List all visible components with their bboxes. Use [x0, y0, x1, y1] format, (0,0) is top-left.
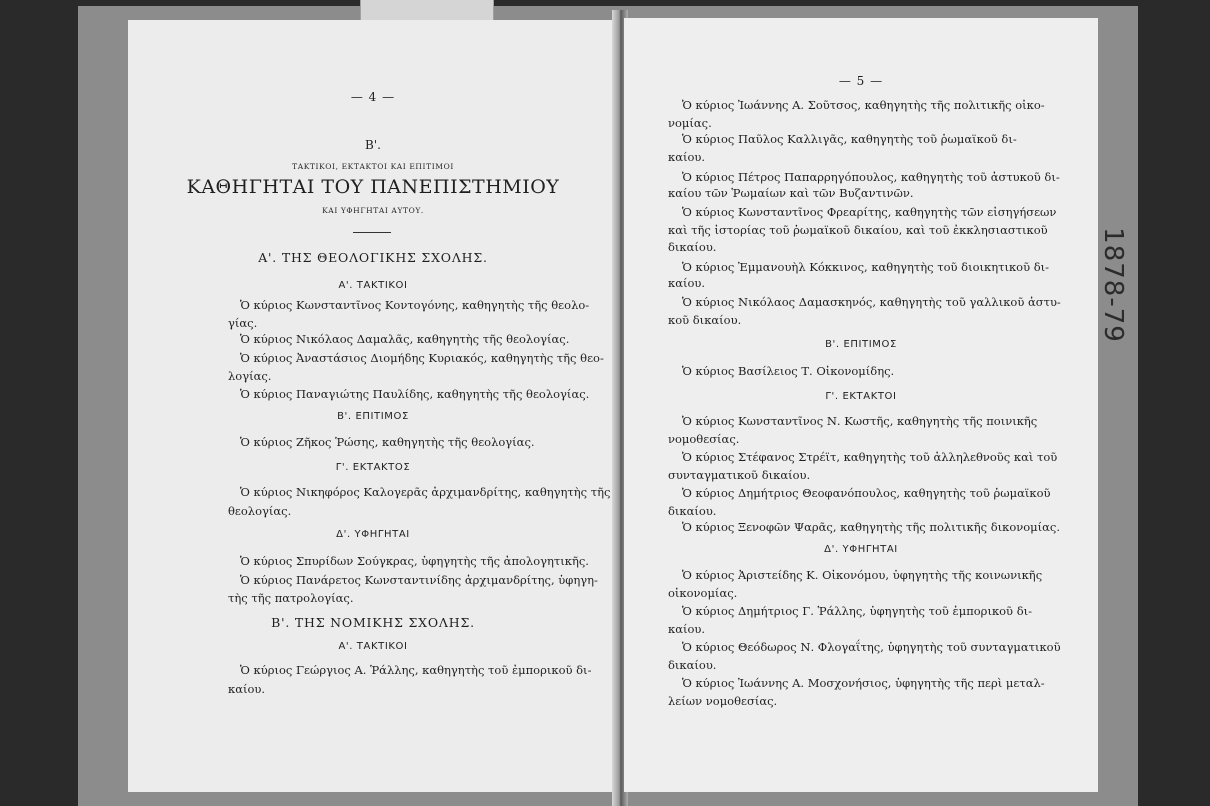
subsection-heading: Β'. ΕΠΙΤΙΜΟΣ	[825, 339, 897, 350]
text-line: δικαίου.	[668, 240, 717, 254]
text-line: τὴς τῆς πατρολογίας.	[228, 591, 354, 605]
left-page	[128, 20, 618, 792]
text-line: Ὁ κύριος Κωνσταντῖνος Κοντογόνης, καθηγητὴς τῆς θεολο-	[240, 298, 590, 312]
subsection-heading: Β'. ΕΠΙΤΙΜΟΣ	[337, 411, 409, 422]
text-line: γίας.	[228, 316, 258, 330]
text-line: Ὁ κύριος Πανάρετος Κωνσταντινίδης ἀρχιμανδρίτης, ὑφηγη-	[240, 573, 598, 587]
text-line: δικαίου.	[668, 504, 717, 518]
page-title: ΚΑΘΗΓΗΤΑΙ ΤΟΥ ΠΑΝΕΠΙΣΤΗΜΙΟΥ	[186, 176, 560, 198]
text-line: καὶ τῆς ἱστορίας τοῦ ῥωμαϊκοῦ δικαίου, καὶ τοῦ ἐκκλησιαστικοῦ	[668, 223, 1048, 237]
text-line: καίου τῶν Ῥωμαίων καὶ τῶν Βυζαντινῶν.	[668, 186, 914, 200]
text-line: Ὁ κύριος Νικηφόρος Καλογερᾶς ἀρχιμανδρίτης, καθηγητὴς τῆς	[240, 485, 611, 499]
text-line: Ὁ κύριος Πέτρος Παπαρρηγόπουλος, καθηγητὴς τοῦ ἀστυκοῦ δι-	[682, 170, 1060, 184]
margin-note-text: 1878-79	[1098, 227, 1129, 343]
text-line: Ὁ κύριος Νικόλαος Δαμασκηνός, καθηγητὴς τοῦ γαλλικοῦ ἀστυ-	[682, 295, 1061, 309]
section-heading: Α'. ΤΗΣ ΘΕΟΛΟΓΙΚΗΣ ΣΧΟΛΗΣ.	[258, 250, 488, 265]
text-line: καίου.	[668, 276, 706, 290]
subsection-heading: Γ'. ΕΚΤΑΚΤΟΙ	[825, 391, 897, 402]
text-line: καίου.	[668, 150, 706, 164]
text-line: κοῦ δικαίου.	[668, 313, 742, 327]
text-line: καίου.	[668, 622, 706, 636]
text-line: Ὁ κύριος Παῦλος Καλλιγᾶς, καθηγητὴς τοῦ ῥωμαϊκοῦ δι-	[682, 132, 1017, 146]
text-line: Ὁ κύριος Παναγιώτης Παυλίδης, καθηγητὴς τῆς θεολογίας.	[240, 387, 590, 401]
text-line: λείων νομοθεσίας.	[668, 694, 778, 708]
page-number: — 5 —	[838, 74, 884, 88]
text-line: Ὁ κύριος Θεόδωρος Ν. Φλογαΐτης, ὑφηγητὴς τοῦ συνταγματικοῦ	[682, 640, 1061, 654]
text-line: Ὁ κύριος Βασίλειος Τ. Οἰκονομίδης.	[682, 364, 895, 378]
text-line: Ὁ κύριος Κωνσταντῖνος Φρεαρίτης, καθηγητὴς τῶν εἰσηγήσεων	[682, 205, 1057, 219]
text-line: Ὁ κύριος Ἐμμανουὴλ Κόκκινος, καθηγητὴς τοῦ διοικητικοῦ δι-	[682, 260, 1050, 274]
text-line: καίου.	[228, 682, 266, 696]
text-line: Ὁ κύριος Σπυρίδων Σούγκρας, ὑφηγητὴς τῆς ἀπολογητικῆς.	[240, 554, 589, 568]
subsection-heading: Γ'. ΕΚΤΑΚΤΟΣ	[335, 462, 411, 473]
subsection-heading: Δ'. ΥΦΗΓΗΤΑΙ	[824, 544, 898, 555]
right-page	[624, 18, 1098, 792]
text-line: Ὁ κύριος Στέφανος Στρέϊτ, καθηγητὴς τοῦ ἀλληλεθνοῦς καὶ τοῦ	[682, 450, 1058, 464]
text-line: Ὁ κύριος Δημήτριος Γ. Ῥάλλης, ὑφηγητὴς τοῦ ἐμπορικοῦ δι-	[682, 604, 1033, 618]
text-line: Ὁ κύριος Γεώργιος Α. Ῥάλλης, καθηγητὴς τοῦ ἐμπορικοῦ δι-	[240, 663, 592, 677]
text-line: Ὁ κύριος Ἰωάννης Α. Σοῦτσος, καθηγητὴς τῆς πολιτικῆς οἰκο-	[682, 98, 1045, 112]
text-line: νομοθεσίας.	[668, 432, 740, 446]
subsection-heading: Δ'. ΥΦΗΓΗΤΑΙ	[336, 529, 410, 540]
text-line: δικαίου.	[668, 658, 717, 672]
text-line: Ὁ κύριος Ἰωάννης Α. Μοσχονήσιος, ὑφηγητὴς τῆς περὶ μεταλ-	[682, 676, 1045, 690]
text-line: Ὁ κύριος Δημήτριος Θεοφανόπουλος, καθηγητὴς τοῦ ῥωμαϊκοῦ	[682, 486, 1051, 500]
text-line: νομίας.	[668, 116, 712, 130]
text-line: Ὁ κύριος Νικόλαος Δαμαλᾶς, καθηγητὴς τῆς θεολογίας.	[240, 332, 570, 346]
text-line: οἰκονομίας.	[668, 586, 738, 600]
text-line: Ὁ κύριος Ἀριστείδης Κ. Οἰκονόμου, ὑφηγητὴς τῆς κοινωνικῆς	[682, 568, 1043, 582]
page-number: — 4 —	[350, 90, 396, 104]
text-line: Ὁ κύριος Ἀναστάσιος Διομήδης Κυριακός, καθηγητὴς τῆς θεο-	[240, 351, 604, 365]
text-line: θεολογίας.	[228, 504, 292, 518]
subtitle-small-2: ΚΑΙ ΥΦΗΓΗΤΑΙ ΑΥΤΟΥ.	[322, 206, 424, 215]
page-clip	[360, 0, 494, 21]
section-letter: Β'.	[365, 138, 381, 152]
subsection-heading: Α'. ΤΑΚΤΙΚΟΙ	[338, 641, 408, 652]
margin-note	[1095, 205, 1131, 365]
text-line: Ὁ κύριος Κωνσταντῖνος Ν. Κωστῆς, καθηγητὴς τῆς ποινικῆς	[682, 414, 1038, 428]
text-line: λογίας.	[228, 369, 272, 383]
divider	[353, 232, 391, 233]
text-line: συνταγματικοῦ δικαίου.	[668, 468, 811, 482]
subsection-heading: Α'. ΤΑΚΤΙΚΟΙ	[338, 280, 408, 291]
section-heading: Β'. ΤΗΣ ΝΟΜΙΚΗΣ ΣΧΟΛΗΣ.	[271, 615, 475, 630]
text-line: Ὁ κύριος Ζῆκος Ῥώσης, καθηγητὴς τῆς θεολογίας.	[240, 435, 535, 449]
text-line: Ὁ κύριος Ξενοφῶν Ψαρᾶς, καθηγητὴς τῆς πολιτικῆς δικονομίας.	[682, 520, 1061, 534]
subtitle-small: ΤΑΚΤΙΚΟΙ, ΕΚΤΑΚΤΟΙ ΚΑΙ ΕΠΙΤΙΜΟΙ	[292, 162, 454, 171]
